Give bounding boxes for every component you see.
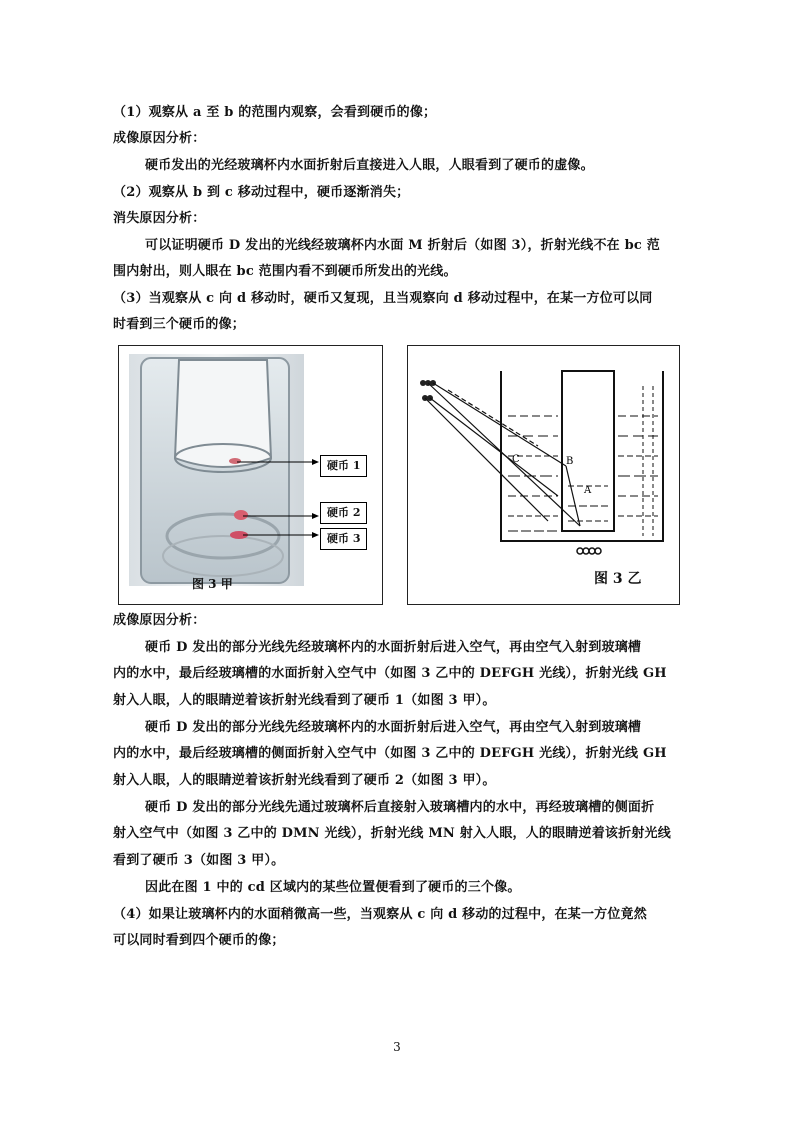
- paragraph-3: 硬币 D 发出的部分光线先通过玻璃杯后直接射入玻璃槽内的水中，再经玻璃槽的侧面折: [145, 800, 655, 815]
- light-path-diagram: [408, 346, 679, 604]
- coin-3-label: 硬币 3: [320, 528, 367, 550]
- item-2: （2）观察从 b 到 c 移动过程中，硬币逐渐消失；: [113, 185, 410, 200]
- heading-disappear-reason: 消失原因分析：: [113, 211, 206, 226]
- paragraph-1: 内的水中，最后经玻璃槽的水面折射入空气中（如图 3 乙中的 DEFGH 光线），折射光线 GH: [113, 666, 667, 681]
- paragraph-1: 硬币 D 发出的部分光线先经玻璃杯内的水面折射后进入空气，再由空气入射到玻璃槽: [145, 640, 642, 655]
- coin-1: [229, 458, 241, 464]
- paragraph-4: 因此在图 1 中的 cd 区域内的某些位置便看到了硬币的三个像。: [145, 880, 521, 895]
- heading-imaging-reason: 成像原因分析：: [113, 131, 206, 146]
- page-number: 3: [393, 1040, 401, 1054]
- coin-1-label: 硬币 1: [320, 455, 367, 477]
- paragraph-2: 射入人眼，人的眼睛逆着该折射光线看到了硬币 2（如图 3 甲）。: [113, 773, 496, 788]
- item-3: （3）当观察从 c 向 d 移动时，硬币又复现，且当观察向 d 移动过程中，在某一方位可以同: [113, 291, 653, 306]
- figure-3-jia: [118, 345, 383, 605]
- coin-2-label: 硬币 2: [320, 502, 367, 524]
- paragraph-2: 内的水中，最后经玻璃槽的侧面折射入空气中（如图 3 乙中的 DEFGH 光线），折射光线 GH: [113, 746, 667, 761]
- paragraph-3: 射入空气中（如图 3 乙中的 DMN 光线），折射光线 MN 射入人眼，人的眼睛逆着该折射光线: [113, 826, 671, 841]
- point-label-b: B: [566, 456, 574, 467]
- paragraph-2: 硬币 D 发出的部分光线先经玻璃杯内的水面折射后进入空气，再由空气入射到玻璃槽: [145, 720, 642, 735]
- paragraph-1: 射入人眼，人的眼睛逆着该折射光线看到了硬币 1（如图 3 甲）。: [113, 693, 496, 708]
- figure-caption-jia: 图 3 甲: [192, 577, 233, 591]
- figure-3-yi: [407, 345, 680, 605]
- paragraph: 围内射出，则人眼在 bc 范围内看不到硬币所发出的光线。: [113, 264, 457, 279]
- item-4-cont: 可以同时看到四个硬币的像；: [113, 933, 285, 948]
- item-3-cont: 时看到三个硬币的像；: [113, 317, 246, 332]
- paragraph: 硬币发出的光经玻璃杯内水面折射后直接进入人眼，人眼看到了硬币的虚像。: [145, 158, 594, 173]
- coin-2: [234, 510, 248, 520]
- item-1: （1）观察从 a 至 b 的范围内观察，会看到硬币的像；: [113, 105, 437, 120]
- point-label-c: C: [512, 454, 520, 465]
- paragraph: 可以证明硬币 D 发出的光线经玻璃杯内水面 M 折射后（如图 3），折射光线不在 bc 范: [145, 238, 660, 253]
- paragraph-3: 看到了硬币 3（如图 3 甲）。: [113, 853, 285, 868]
- heading-imaging-reason-2: 成像原因分析：: [113, 613, 206, 628]
- item-4: （4）如果让玻璃杯内的水面稍微高一些，当观察从 c 向 d 移动的过程中，在某一方位竟然: [113, 907, 647, 922]
- point-label-a: A: [584, 485, 592, 496]
- figure-caption-yi: 图 3 乙: [594, 571, 642, 587]
